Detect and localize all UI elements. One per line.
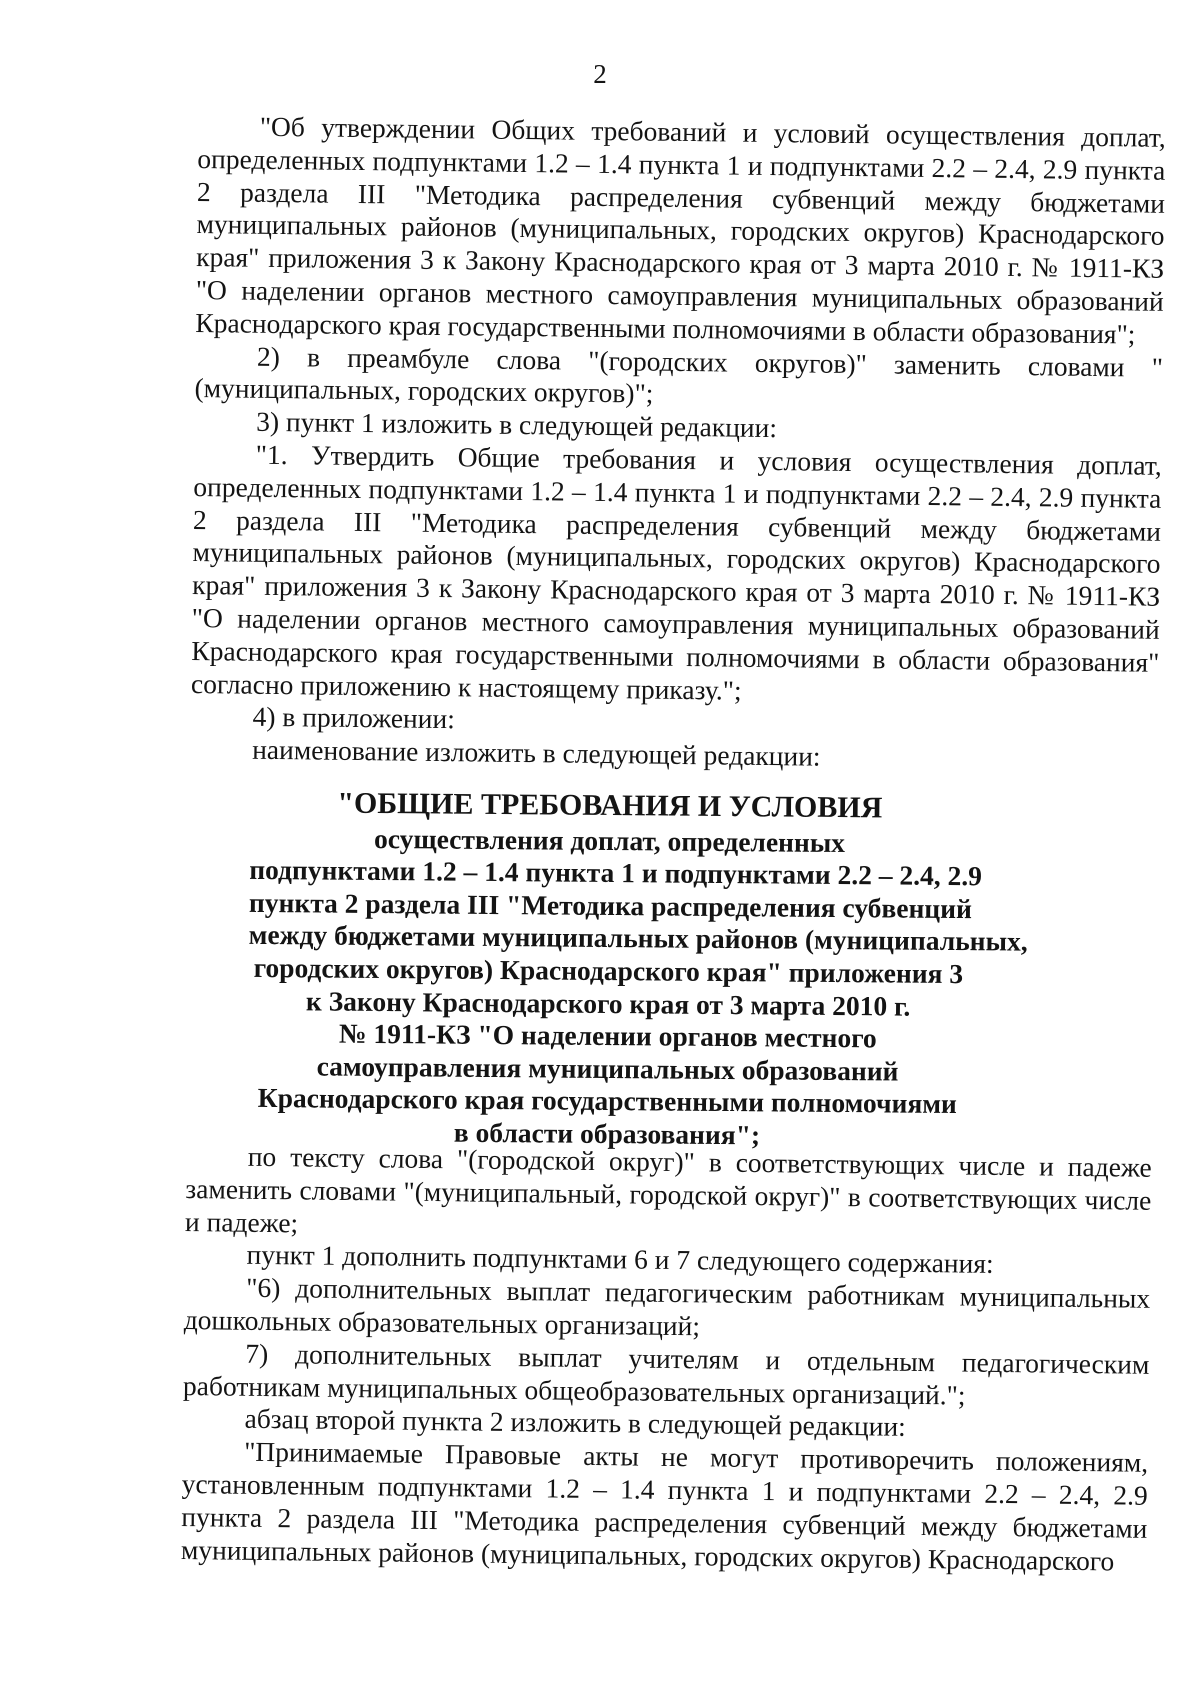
paragraph-item-3: 3) пункт 1 изложить в следующей редакции: bbox=[256, 405, 778, 444]
paragraph-subitem-7: 7) дополнительных выплат учителям и отдельным педагогическим работникам муниципальных общеобразовательных организаций."; bbox=[182, 1337, 1150, 1411]
appendix-title-line: осуществления доплат, определенных bbox=[373, 822, 846, 858]
paragraph-subitem-6: "6) дополнительных выплат педагогическим работникам муниципальных дошкольных образовательных организаций; bbox=[183, 1271, 1151, 1342]
paragraph-text-replace: по тексту слова "(городской округ)" в соответствующих числе и падеже заменить словами "(муниципальный, городской округ)" в соответствующих числе и падеже; bbox=[184, 1140, 1152, 1238]
paragraph-legal-acts: "Принимаемые Правовые акты не могут противоречить положениям, установленным подпунктами 1.2 – 1.4 пункта 1 и подпунктами 2.2 – 2.4, 2.9 пункта 2 раздела III "Методика распределения субвенций между бюджетами муниципальных районов (муниципальных, городских округов) Краснодарского bbox=[180, 1435, 1149, 1576]
appendix-title-line: городских округов) Краснодарского края" приложения 3 bbox=[253, 951, 964, 990]
paragraph-order-title: "Об утверждении Общих требований и условий осуществления доплат, определенных подпунктами 1.2 – 1.4 пункта 1 и подпунктами 2.2 – 2.4, 2.9 пункта 2 раздела III "Методика распределения субвенций между бюджетами муниципальных районов (муниципальных, городских округов) Краснодарского края" приложения 3 к Закону Краснодарского края от 3 марта 2010 г. № 1911-КЗ "О наделении органов местного самоуправления муниципальных образований Краснодарского края государственными полномочиями в области образования"; bbox=[195, 110, 1166, 350]
appendix-title-line: подпунктами 1.2 – 1.4 пункта 1 и подпунктами 2.2 – 2.4, 2.9 bbox=[249, 854, 983, 892]
paragraph-item-2-change: абзац второй пункта 2 изложить в следующей редакции: bbox=[244, 1403, 906, 1443]
appendix-title-main: "ОБЩИЕ ТРЕБОВАНИЯ И УСЛОВИЯ bbox=[337, 786, 883, 825]
paragraph-item-4: 4) в приложении: bbox=[252, 701, 456, 735]
intro-text bbox=[190, 110, 1166, 778]
appendix-title-line: пункта 2 раздела III "Методика распределения субвенций bbox=[248, 886, 973, 924]
appendix-title-line: в области образования"; bbox=[453, 1116, 761, 1151]
appendix-title-line: к Закону Краснодарского края от 3 марта 2010 г. bbox=[305, 984, 911, 1022]
paragraph-name-change: наименование изложить в следующей редакции: bbox=[252, 733, 821, 772]
paragraph-item-2: 2) в преамбуле слова "(городских округов)" заменить словами "(муниципальных, городских округов)"; bbox=[194, 340, 1164, 409]
appendix-title bbox=[247, 786, 1028, 1154]
appendix-title-line: самоуправления муниципальных образований bbox=[316, 1050, 899, 1087]
page-number: 2 bbox=[593, 59, 607, 89]
appendix-title-line: между бюджетами муниципальных районов (муниципальных, bbox=[248, 919, 1028, 958]
paragraph-item-1-supplement: пункт 1 дополнить подпунктами 6 и 7 следующего содержания: bbox=[246, 1239, 994, 1280]
paragraph-item-1-new-text: "1. Утвердить Общие требования и условия осуществления доплат, определенных подпунктами 1.2 – 1.4 пункта 1 и подпунктами 2.2 – 2.4, 2.9 пункта 2 раздела III "Методика распределения субвенций между бюджетами муниципальных районов (муниципальных, городских округов) Краснодарского края" приложения 3 к Закону Краснодарского края от 3 марта 2010 г. № 1911-КЗ "О наделении органов местного самоуправления муниципальных образований Краснодарского края государственными полномочиями в области образования" согласно приложению к настоящему приказу."; bbox=[190, 438, 1162, 706]
appendix-title-line: Краснодарского края государственными полномочиями bbox=[257, 1082, 957, 1120]
appendix-title-line: № 1911-КЗ "О наделении органов местного bbox=[338, 1017, 877, 1054]
body-text bbox=[181, 1140, 1152, 1578]
